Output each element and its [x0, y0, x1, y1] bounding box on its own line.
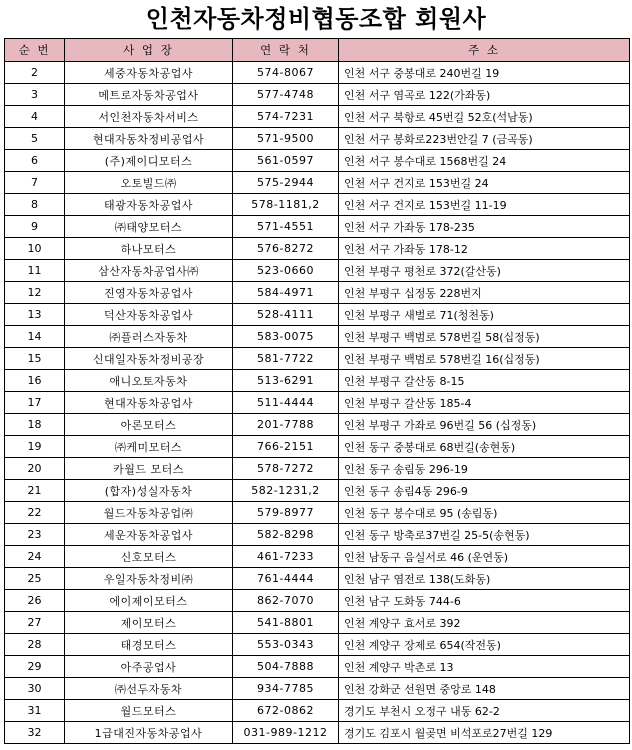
- table-row: [5, 656, 630, 678]
- cell-company: 태광자동차공업사: [65, 194, 233, 216]
- table-row: [5, 62, 630, 84]
- cell-no: 2: [5, 62, 65, 84]
- cell-phone: 672-0862: [233, 700, 339, 722]
- cell-phone: 201-7788: [233, 414, 339, 436]
- cell-address: 인천 부평구 갈산동 8-15: [339, 370, 630, 392]
- cell-no: 6: [5, 150, 65, 172]
- cell-phone: 583-0075: [233, 326, 339, 348]
- header-phone: 연 락 처: [233, 39, 339, 62]
- table-header-row: [5, 39, 630, 62]
- cell-phone: 571-4551: [233, 216, 339, 238]
- cell-phone: 578-1181,2: [233, 194, 339, 216]
- cell-company: 삼산자동차공업사㈜: [65, 260, 233, 282]
- table-row: [5, 304, 630, 326]
- cell-company: 서인천자동차서비스: [65, 106, 233, 128]
- cell-company: ㈜선두자동차: [65, 678, 233, 700]
- table-row: [5, 524, 630, 546]
- cell-company: 오토빌드㈜: [65, 172, 233, 194]
- cell-no: 28: [5, 634, 65, 656]
- cell-company: 카월드 모터스: [65, 458, 233, 480]
- cell-no: 4: [5, 106, 65, 128]
- cell-address: 인천 계양구 장제로 654(작전동): [339, 634, 630, 656]
- cell-company: 1급대진자동차공업사: [65, 722, 233, 744]
- table-row: [5, 590, 630, 612]
- cell-no: 32: [5, 722, 65, 744]
- cell-company: 현대자동차정비공업사: [65, 128, 233, 150]
- table-row: [5, 546, 630, 568]
- cell-no: 17: [5, 392, 65, 414]
- cell-no: 15: [5, 348, 65, 370]
- cell-phone: 541-8801: [233, 612, 339, 634]
- cell-no: 18: [5, 414, 65, 436]
- cell-company: 신호모터스: [65, 546, 233, 568]
- cell-address: 인천 강화군 선원면 중앙로 148: [339, 678, 630, 700]
- cell-phone: 578-7272: [233, 458, 339, 480]
- cell-address: 인천 서구 봉수대로 1568번길 24: [339, 150, 630, 172]
- cell-phone: 576-8272: [233, 238, 339, 260]
- cell-address: 인천 서구 중봉대로 240번길 19: [339, 62, 630, 84]
- cell-company: (주)제이디모터스: [65, 150, 233, 172]
- table-row: [5, 260, 630, 282]
- cell-address: 인천 서구 북항로 45번길 52호(석남동): [339, 106, 630, 128]
- table-row: [5, 84, 630, 106]
- cell-company: (합자)성실자동차: [65, 480, 233, 502]
- cell-no: 22: [5, 502, 65, 524]
- cell-no: 3: [5, 84, 65, 106]
- header-company: 사 업 장: [65, 39, 233, 62]
- cell-address: 인천 서구 건지로 153번길 24: [339, 172, 630, 194]
- cell-company: 세중자동차공업사: [65, 62, 233, 84]
- cell-no: 9: [5, 216, 65, 238]
- cell-no: 5: [5, 128, 65, 150]
- cell-phone: 461-7233: [233, 546, 339, 568]
- cell-address: 인천 부평구 백범로 578번길 58(십정동): [339, 326, 630, 348]
- cell-address: 인천 남구 도화동 744-6: [339, 590, 630, 612]
- cell-phone: 584-4971: [233, 282, 339, 304]
- table-row: [5, 150, 630, 172]
- cell-company: 현대자동차공업사: [65, 392, 233, 414]
- cell-phone: 523-0660: [233, 260, 339, 282]
- table-row: [5, 414, 630, 436]
- cell-phone: 571-9500: [233, 128, 339, 150]
- cell-no: 27: [5, 612, 65, 634]
- page-title: 인천자동차정비협동조합 회원사: [145, 5, 487, 33]
- cell-address: 인천 서구 가좌동 178-235: [339, 216, 630, 238]
- table-row: [5, 502, 630, 524]
- cell-no: 25: [5, 568, 65, 590]
- cell-phone: 504-7888: [233, 656, 339, 678]
- cell-company: 신대일자동차정비공장: [65, 348, 233, 370]
- cell-phone: 862-7070: [233, 590, 339, 612]
- cell-phone: 581-7722: [233, 348, 339, 370]
- cell-address: 인천 서구 건지로 153번길 11-19: [339, 194, 630, 216]
- cell-address: 경기도 부천시 오정구 내동 62-2: [339, 700, 630, 722]
- cell-address: 인천 동구 방축로37번길 25-5(송현동): [339, 524, 630, 546]
- cell-address: 인천 계양구 효서로 392: [339, 612, 630, 634]
- cell-no: 8: [5, 194, 65, 216]
- table-row: [5, 216, 630, 238]
- cell-no: 14: [5, 326, 65, 348]
- cell-company: 애니오토자동차: [65, 370, 233, 392]
- cell-address: 인천 동구 중봉대로 68번길(송현동): [339, 436, 630, 458]
- cell-phone: 561-0597: [233, 150, 339, 172]
- cell-no: 23: [5, 524, 65, 546]
- cell-no: 24: [5, 546, 65, 568]
- cell-address: 인천 동구 송림4동 296-9: [339, 480, 630, 502]
- cell-phone: 553-0343: [233, 634, 339, 656]
- cell-phone: 031-989-1212: [233, 722, 339, 744]
- table-row: [5, 436, 630, 458]
- cell-no: 26: [5, 590, 65, 612]
- cell-address: 경기도 김포시 월곶면 비석포로27번길 129: [339, 722, 630, 744]
- cell-no: 10: [5, 238, 65, 260]
- table-row: [5, 194, 630, 216]
- cell-company: 월드자동차공업㈜: [65, 502, 233, 524]
- cell-company: 우일자동차정비㈜: [65, 568, 233, 590]
- table-row: [5, 128, 630, 150]
- table-row: [5, 722, 630, 744]
- cell-address: 인천 부평구 평천로 372(갈산동): [339, 260, 630, 282]
- cell-company: ㈜플러스자동차: [65, 326, 233, 348]
- cell-address: 인천 남구 염전로 138(도화동): [339, 568, 630, 590]
- cell-no: 31: [5, 700, 65, 722]
- cell-phone: 582-8298: [233, 524, 339, 546]
- cell-phone: 574-7231: [233, 106, 339, 128]
- cell-address: 인천 부평구 십정동 228번지: [339, 282, 630, 304]
- table-row: [5, 678, 630, 700]
- cell-company: 월드모터스: [65, 700, 233, 722]
- table-row: [5, 568, 630, 590]
- table-row: [5, 458, 630, 480]
- cell-company: 에이제이모터스: [65, 590, 233, 612]
- cell-phone: 934-7785: [233, 678, 339, 700]
- cell-address: 인천 계양구 박촌로 13: [339, 656, 630, 678]
- cell-no: 16: [5, 370, 65, 392]
- cell-no: 20: [5, 458, 65, 480]
- cell-address: 인천 부평구 새벌로 71(청천동): [339, 304, 630, 326]
- table-row: [5, 700, 630, 722]
- cell-no: 7: [5, 172, 65, 194]
- cell-no: 30: [5, 678, 65, 700]
- table-row: [5, 326, 630, 348]
- cell-address: 인천 서구 가좌동 178-12: [339, 238, 630, 260]
- cell-phone: 575-2944: [233, 172, 339, 194]
- cell-no: 21: [5, 480, 65, 502]
- table-row: [5, 106, 630, 128]
- cell-company: 메트로자동차공업사: [65, 84, 233, 106]
- cell-company: 하나모터스: [65, 238, 233, 260]
- table-row: [5, 172, 630, 194]
- cell-address: 인천 부평구 백범로 578번길 16(십정동): [339, 348, 630, 370]
- header-no: 순 번: [5, 39, 65, 62]
- cell-address: 인천 서구 봉화로223번안길 7 (금곡동): [339, 128, 630, 150]
- cell-phone: 528-4111: [233, 304, 339, 326]
- cell-company: 아론모터스: [65, 414, 233, 436]
- cell-phone: 579-8977: [233, 502, 339, 524]
- cell-address: 인천 부평구 갈산동 185-4: [339, 392, 630, 414]
- members-table: [4, 38, 630, 744]
- table-row: [5, 282, 630, 304]
- cell-phone: 513-6291: [233, 370, 339, 392]
- cell-no: 29: [5, 656, 65, 678]
- cell-company: 아주공업사: [65, 656, 233, 678]
- cell-address: 인천 동구 봉수대로 95 (송림동): [339, 502, 630, 524]
- cell-no: 11: [5, 260, 65, 282]
- cell-company: 제이모터스: [65, 612, 233, 634]
- cell-phone: 574-8067: [233, 62, 339, 84]
- cell-address: 인천 서구 염곡로 122(가좌동): [339, 84, 630, 106]
- table-row: [5, 612, 630, 634]
- cell-address: 인천 남동구 음실서로 46 (운연동): [339, 546, 630, 568]
- table-row: [5, 392, 630, 414]
- cell-address: 인천 부평구 가좌로 96번길 56 (십정동): [339, 414, 630, 436]
- cell-company: 태경모터스: [65, 634, 233, 656]
- cell-company: ㈜태양모터스: [65, 216, 233, 238]
- table-row: [5, 348, 630, 370]
- cell-address: 인천 동구 송림동 296-19: [339, 458, 630, 480]
- table-row: [5, 634, 630, 656]
- table-row: [5, 238, 630, 260]
- cell-company: 세운자동차공업사: [65, 524, 233, 546]
- cell-no: 19: [5, 436, 65, 458]
- cell-phone: 582-1231,2: [233, 480, 339, 502]
- cell-phone: 766-2151: [233, 436, 339, 458]
- cell-phone: 577-4748: [233, 84, 339, 106]
- cell-no: 13: [5, 304, 65, 326]
- header-address: 주 소: [339, 39, 630, 62]
- cell-phone: 511-4444: [233, 392, 339, 414]
- cell-no: 12: [5, 282, 65, 304]
- cell-company: 덕산자동차공업사: [65, 304, 233, 326]
- cell-company: 진영자동차공업사: [65, 282, 233, 304]
- cell-company: ㈜케미모터스: [65, 436, 233, 458]
- table-row: [5, 370, 630, 392]
- cell-phone: 761-4444: [233, 568, 339, 590]
- table-row: [5, 480, 630, 502]
